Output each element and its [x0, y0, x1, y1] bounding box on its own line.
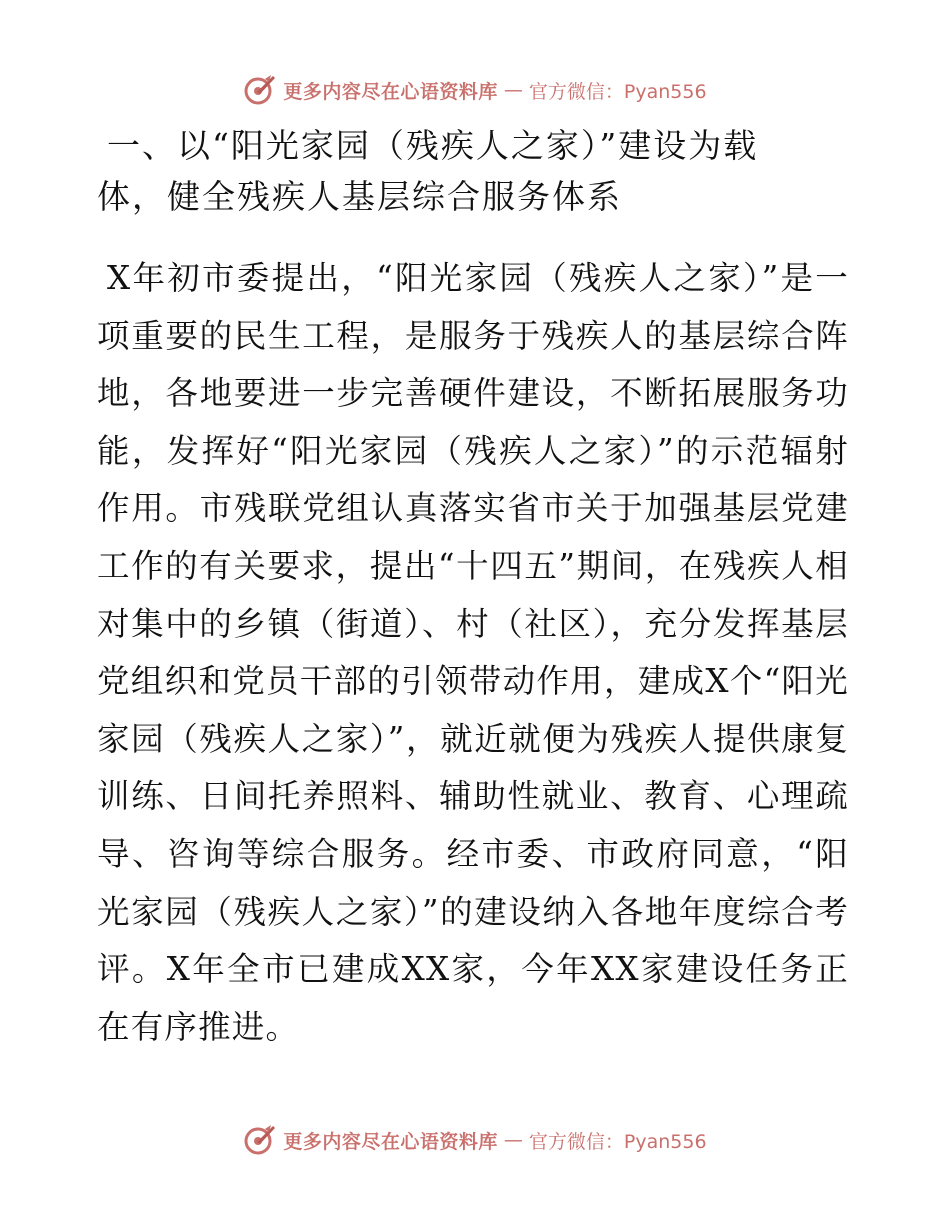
watermark-text: 更多内容尽在心语资料库 [283, 1130, 498, 1153]
section-body-paragraph: X年初市委提出，“阳光家园（残疾人之家）”是一项重要的民生工程，是服务于残疾人的基层综合阵地，各地要进一步完善硬件建设，不断拓展服务功能，发挥好“阳光家园（残疾人之家）”的示范辐射作用。市残联党组认真落实省市关于加强基层党建工作的有关要求，提出“十四五”期间，在残疾人相对集中的乡镇（街道）、村（社区），充分发挥基层党组织和党员干部的引领带动作用，建成X个“阳光家园（残疾人之家）”，就近就便为残疾人提供康复训练、日间托养照料、辅助性就业、教育、心理疏导、咨询等综合服务。经市委、市政府同意，“阳光家园（残疾人之家）”的建设纳入各地年度综合考评。X年全市已建成XX家，今年XX家建设任务正在有序推进。 [97, 259, 849, 1046]
footer-watermark [0, 1120, 950, 1160]
quill-circle-icon [243, 1123, 277, 1157]
watermark-separator: — [503, 1129, 523, 1151]
quill-circle-icon [243, 73, 277, 107]
watermark-contact: 官方微信：Pyan556 [528, 80, 707, 103]
watermark-text: 更多内容尽在心语资料库 [283, 80, 498, 103]
header-watermark [0, 70, 950, 110]
watermark-contact: 官方微信：Pyan556 [528, 1130, 707, 1153]
watermark-separator: — [503, 79, 523, 101]
section-heading: 一、以“阳光家园（残疾人之家）”建设为载体，健全残疾人基层综合服务体系 [97, 126, 759, 216]
